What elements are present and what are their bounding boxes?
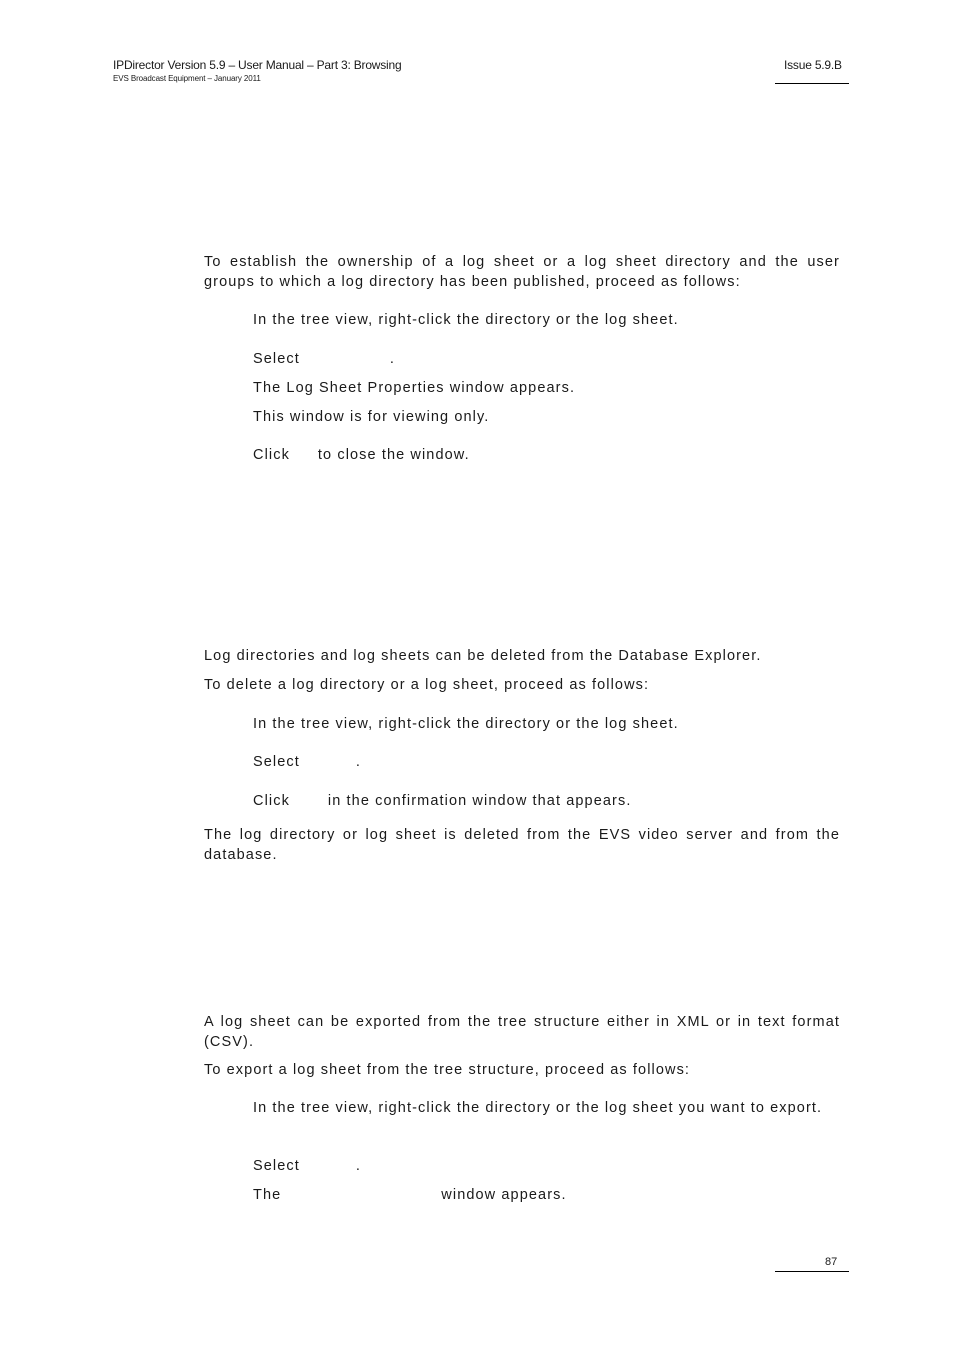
delete-step-3	[253, 791, 631, 811]
header-issue: Issue 5.9.B	[784, 58, 842, 72]
header-title: IPDirector Version 5.9 – User Manual – Part 3: Browsing	[113, 58, 402, 72]
delete-step-1: In the tree view, right-click the directory or the log sheet.	[253, 716, 679, 732]
properties-step-2-note-2: This window is for viewing only.	[253, 409, 490, 425]
delete-intro-2: To delete a log directory or a log sheet, proceed as follows:	[204, 677, 650, 693]
delete-step-2	[253, 752, 361, 772]
properties-step-3-suffix: to close the window.	[317, 447, 470, 463]
properties-step-2	[253, 349, 395, 369]
export-step-2-note	[253, 1185, 567, 1205]
delete-step-3-suffix: in the confirmation window that appears.	[327, 793, 632, 809]
properties-step-2-prefix: Select	[253, 351, 300, 367]
export-step-2-prefix: Select	[253, 1158, 300, 1174]
delete-step-3-prefix: Click	[253, 793, 290, 809]
export-step-2	[253, 1156, 361, 1176]
properties-step-2-suffix: .	[389, 351, 396, 367]
delete-step-2-prefix: Select	[253, 754, 300, 770]
footer-rule	[775, 1271, 849, 1272]
delete-intro-1: Log directories and log sheets can be deleted from the Database Explorer.	[204, 648, 762, 664]
header-rule	[775, 83, 849, 84]
export-intro-1: A log sheet can be exported from the tree structure either in XML or in text format (CSV).	[204, 1014, 840, 1050]
export-intro-2: To export a log sheet from the tree structure, proceed as follows:	[204, 1062, 691, 1078]
properties-step-1: In the tree view, right-click the directory or the log sheet.	[253, 312, 679, 328]
header-subtitle: EVS Broadcast Equipment – January 2011	[113, 74, 261, 83]
export-step-2-note-suffix: window appears.	[441, 1187, 567, 1203]
delete-step-2-suffix: .	[355, 754, 362, 770]
properties-step-3	[253, 445, 470, 465]
properties-intro: To establish the ownership of a log sheet or a log sheet directory and the user groups to which a log directory has been published, proceed as follows:	[204, 254, 840, 290]
delete-result: The log directory or log sheet is deleted from the EVS video server and from the database.	[204, 827, 840, 863]
export-step-2-suffix: .	[355, 1158, 362, 1174]
export-step-2-note-prefix: The	[253, 1187, 282, 1203]
properties-step-2-note-1: The Log Sheet Properties window appears.	[253, 380, 576, 396]
export-step-1: In the tree view, right-click the directory or the log sheet you want to export.	[253, 1100, 823, 1116]
page-number: 87	[825, 1256, 838, 1268]
properties-step-3-prefix: Click	[253, 447, 290, 463]
